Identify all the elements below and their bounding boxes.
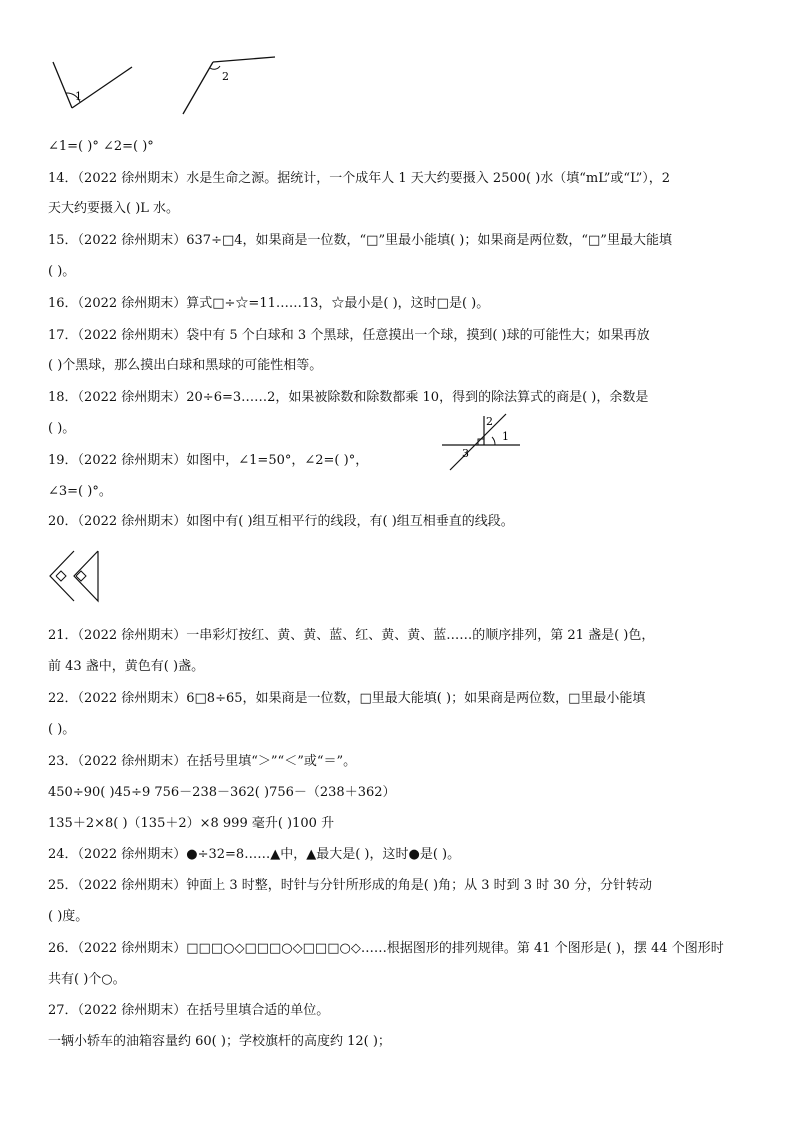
q15-line1: 15．（2022 徐州期末）637÷□4，如果商是一位数，“□”里最小能填( )；如果商是两位数，“□”里最大能填 <box>48 233 672 248</box>
q20-figure <box>48 548 110 604</box>
q19-angle-2-label: 2 <box>486 415 493 428</box>
q26-line1: 26．（2022 徐州期末）□□□○◇□□□○◇□□□○◇……根据图形的排列规律。第 41 个图形是( )，摆 44 个图形时 <box>48 941 724 956</box>
q19-figure <box>440 410 530 472</box>
q23-line: 23．（2022 徐州期末）在括号里填“＞”“＜”或“＝”。 <box>48 754 357 769</box>
angle-figure <box>40 52 290 120</box>
q21-line1: 21．（2022 徐州期末）一串彩灯按红、黄、黄、蓝、红、黄、黄、蓝……的顺序排列，第 21 盏是( )色， <box>48 628 655 643</box>
q19-line1: 19．（2022 徐州期末）如图中，∠1=50°，∠2=( )°， <box>48 453 369 468</box>
angle-1-label: 1 <box>75 90 82 103</box>
q16-line: 16．（2022 徐州期末）算式□÷☆=11……13，☆最小是( )，这时□是( )。 <box>48 296 490 311</box>
q27-line2: 一辆小轿车的油箱容量约 60( )；学校旗杆的高度约 12( )； <box>48 1034 391 1049</box>
q24-line: 24．（2022 徐州期末）●÷32=8……▲中，▲最大是( )，这时●是( )。 <box>48 847 461 862</box>
q15-line2: ( )。 <box>48 264 76 279</box>
q23-row1: 450÷90( )45÷9 756－238－362( )756－（238＋362） <box>48 785 396 800</box>
q17-line1: 17．（2022 徐州期末）袋中有 5 个白球和 3 个黑球，任意摸出一个球，摸到( )球的可能性大；如果再放 <box>48 328 650 343</box>
q21-line2: 前 43 盏中，黄色有( )盏。 <box>48 659 205 674</box>
q22-line2: ( )。 <box>48 722 76 737</box>
q17-line2: ( )个黑球，那么摸出白球和黑球的可能性相等。 <box>48 358 323 373</box>
q19-line2: ∠3=( )°。 <box>48 484 112 499</box>
q22-line1: 22．（2022 徐州期末）6□8÷65，如果商是一位数，□里最大能填( )；如果商是两位数，□里最小能填 <box>48 691 646 706</box>
q25-line2: ( )度。 <box>48 909 89 924</box>
q27-line1: 27．（2022 徐州期末）在括号里填合适的单位。 <box>48 1003 330 1018</box>
q23-row2: 135＋2×8( )（135＋2）×8 999 毫升( )100 升 <box>48 816 335 831</box>
q18-line1: 18．（2022 徐州期末）20÷6=3……2，如果被除数和除数都乘 10，得到的除法算式的商是( )，余数是 <box>48 390 649 405</box>
angle-2-label: 2 <box>222 70 229 83</box>
q14-line1: 14．（2022 徐州期末）水是生命之源。据统计，一个成年人 1 天大约要摄入 2500( )水（填“mL”或“L”），2 <box>48 171 671 186</box>
q20-line: 20．（2022 徐州期末）如图中有( )组互相平行的线段，有( )组互相垂直的线段。 <box>48 514 514 529</box>
q19-angle-1-label: 1 <box>502 430 509 443</box>
line-angle-answers: ∠1=( )° ∠2=( )° <box>48 139 154 154</box>
q14-line2: 天大约要摄入( )L 水。 <box>48 201 180 216</box>
q19-angle-3-label: 3 <box>462 447 469 460</box>
q25-line1: 25．（2022 徐州期末）钟面上 3 时整，时针与分针所形成的角是( )角；从 3 时到 3 时 30 分，分针转动 <box>48 878 652 893</box>
q26-line2: 共有( )个○。 <box>48 972 126 987</box>
q18-line2: ( )。 <box>48 421 76 436</box>
